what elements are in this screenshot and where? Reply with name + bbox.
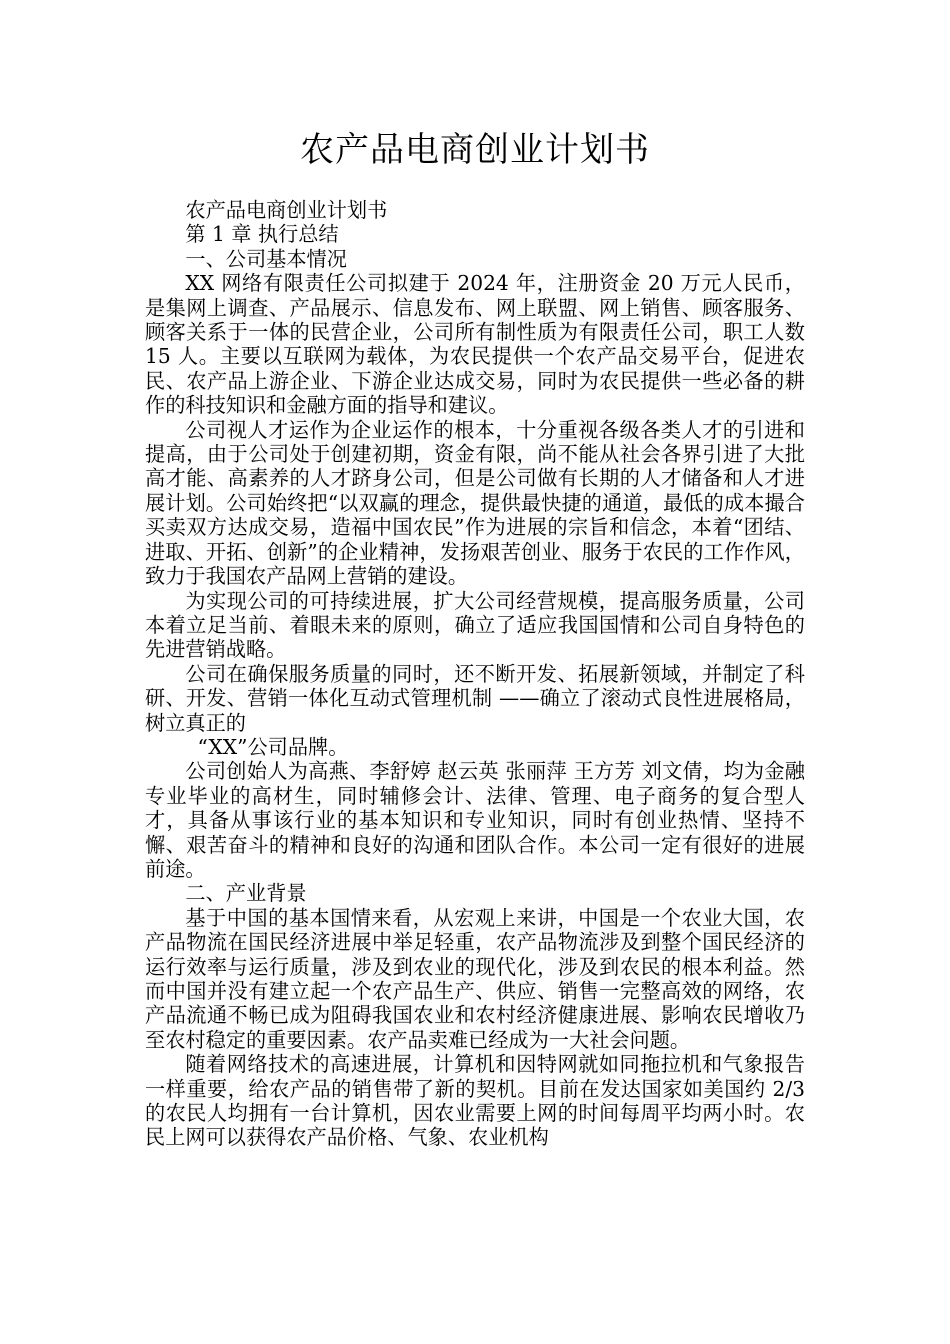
body-paragraph: 随着网络技术的高速进展，计算机和因特网就如同拖拉机和气象报告一样重要，给农产品的销售带了新的契机。目前在发达国家如美国约 2/3 的农民人均拥有一台计算机，因农业需要上网的时间每周平均两小时。农民上网可以获得农产品价格、气象、农业机构 — [145, 1052, 805, 1150]
section-heading-industry: 二、产业背景 — [185, 881, 307, 906]
chapter-heading: 第 1 章 执行总结 — [185, 222, 339, 247]
document-body — [145, 198, 805, 1150]
body-paragraph: 公司在确保服务质量的同时，还不断开发、拓展新领域，并制定了科研、开发、营销一体化互动式管理机制 ——确立了滚动式良性进展格局，树立真正的 — [145, 661, 805, 735]
subtitle-paragraph: 农产品电商创业计划书 — [185, 198, 388, 222]
section-heading-company: 一、公司基本情况 — [185, 246, 347, 271]
brand-line: “XX”公司品牌。 — [197, 734, 349, 759]
body-paragraph: 公司视人才运作为企业运作的根本，十分重视各级各类人才的引进和提高，由于公司处于创建初期，资金有限，尚不能从社会各界引进了大批高才能、高素养的人才跻身公司，但是公司做有长期的人才储备和人才进展计划。公司始终把“以双赢的理念，提供最快捷的通道，最低的成本撮合买卖双方达成交易，造福中国农民”作为进展的宗旨和信念，本着“团结、进取、开拓、创新”的企业精神，发扬艰苦创业、服务于农民的工作作风，致力于我国农产品网上营销的建设。 — [145, 417, 805, 589]
document-title: 农产品电商创业计划书 — [300, 130, 650, 170]
body-paragraph: 为实现公司的可持续进展，扩大公司经营规模，提高服务质量，公司本着立足当前、着眼未来的原则，确立了适应我国国情和公司自身特色的先进营销战略。 — [145, 588, 805, 662]
body-paragraph: XX 网络有限责任公司拟建于 2024 年，注册资金 20 万元人民币，是集网上调查、产品展示、信息发布、网上联盟、网上销售、顾客服务、顾客关系于一体的民营企业，公司所有制性质为有限责任公司，职工人数 15 人。主要以互联网为载体，为农民提供一个农产品交易平台，促进农民、农产品上游企业、下游企业达成交易，同时为农民提供一些必备的耕作的科技知识和金融方面的指导和建议。 — [145, 271, 805, 418]
body-paragraph: 基于中国的基本国情来看，从宏观上来讲，中国是一个农业大国，农产品物流在国民经济进展中举足轻重，农产品物流涉及到整个国民经济的运行效率与运行质量，涉及到农业的现代化，涉及到农民的根本利益。然而中国并没有建立起一个农产品生产、供应、销售一完整高效的网络，农产品流通不畅已成为阻碍我国农业和农村经济健康进展、影响农民增收乃至农村稳定的重要因素。农产品卖难已经成为一大社会问题。 — [145, 905, 805, 1052]
body-paragraph: 公司创始人为高燕、李舒婷 赵云英 张丽萍 王方芳 刘文倩，均为金融专业毕业的高材生，同时辅修会计、法律、管理、电子商务的复合型人才，具备从事该行业的基本知识和专业知识，同时有创业热情、坚持不懈、艰苦奋斗的精神和良好的沟通和团队合作。本公司一定有很好的进展前途。 — [145, 759, 805, 881]
